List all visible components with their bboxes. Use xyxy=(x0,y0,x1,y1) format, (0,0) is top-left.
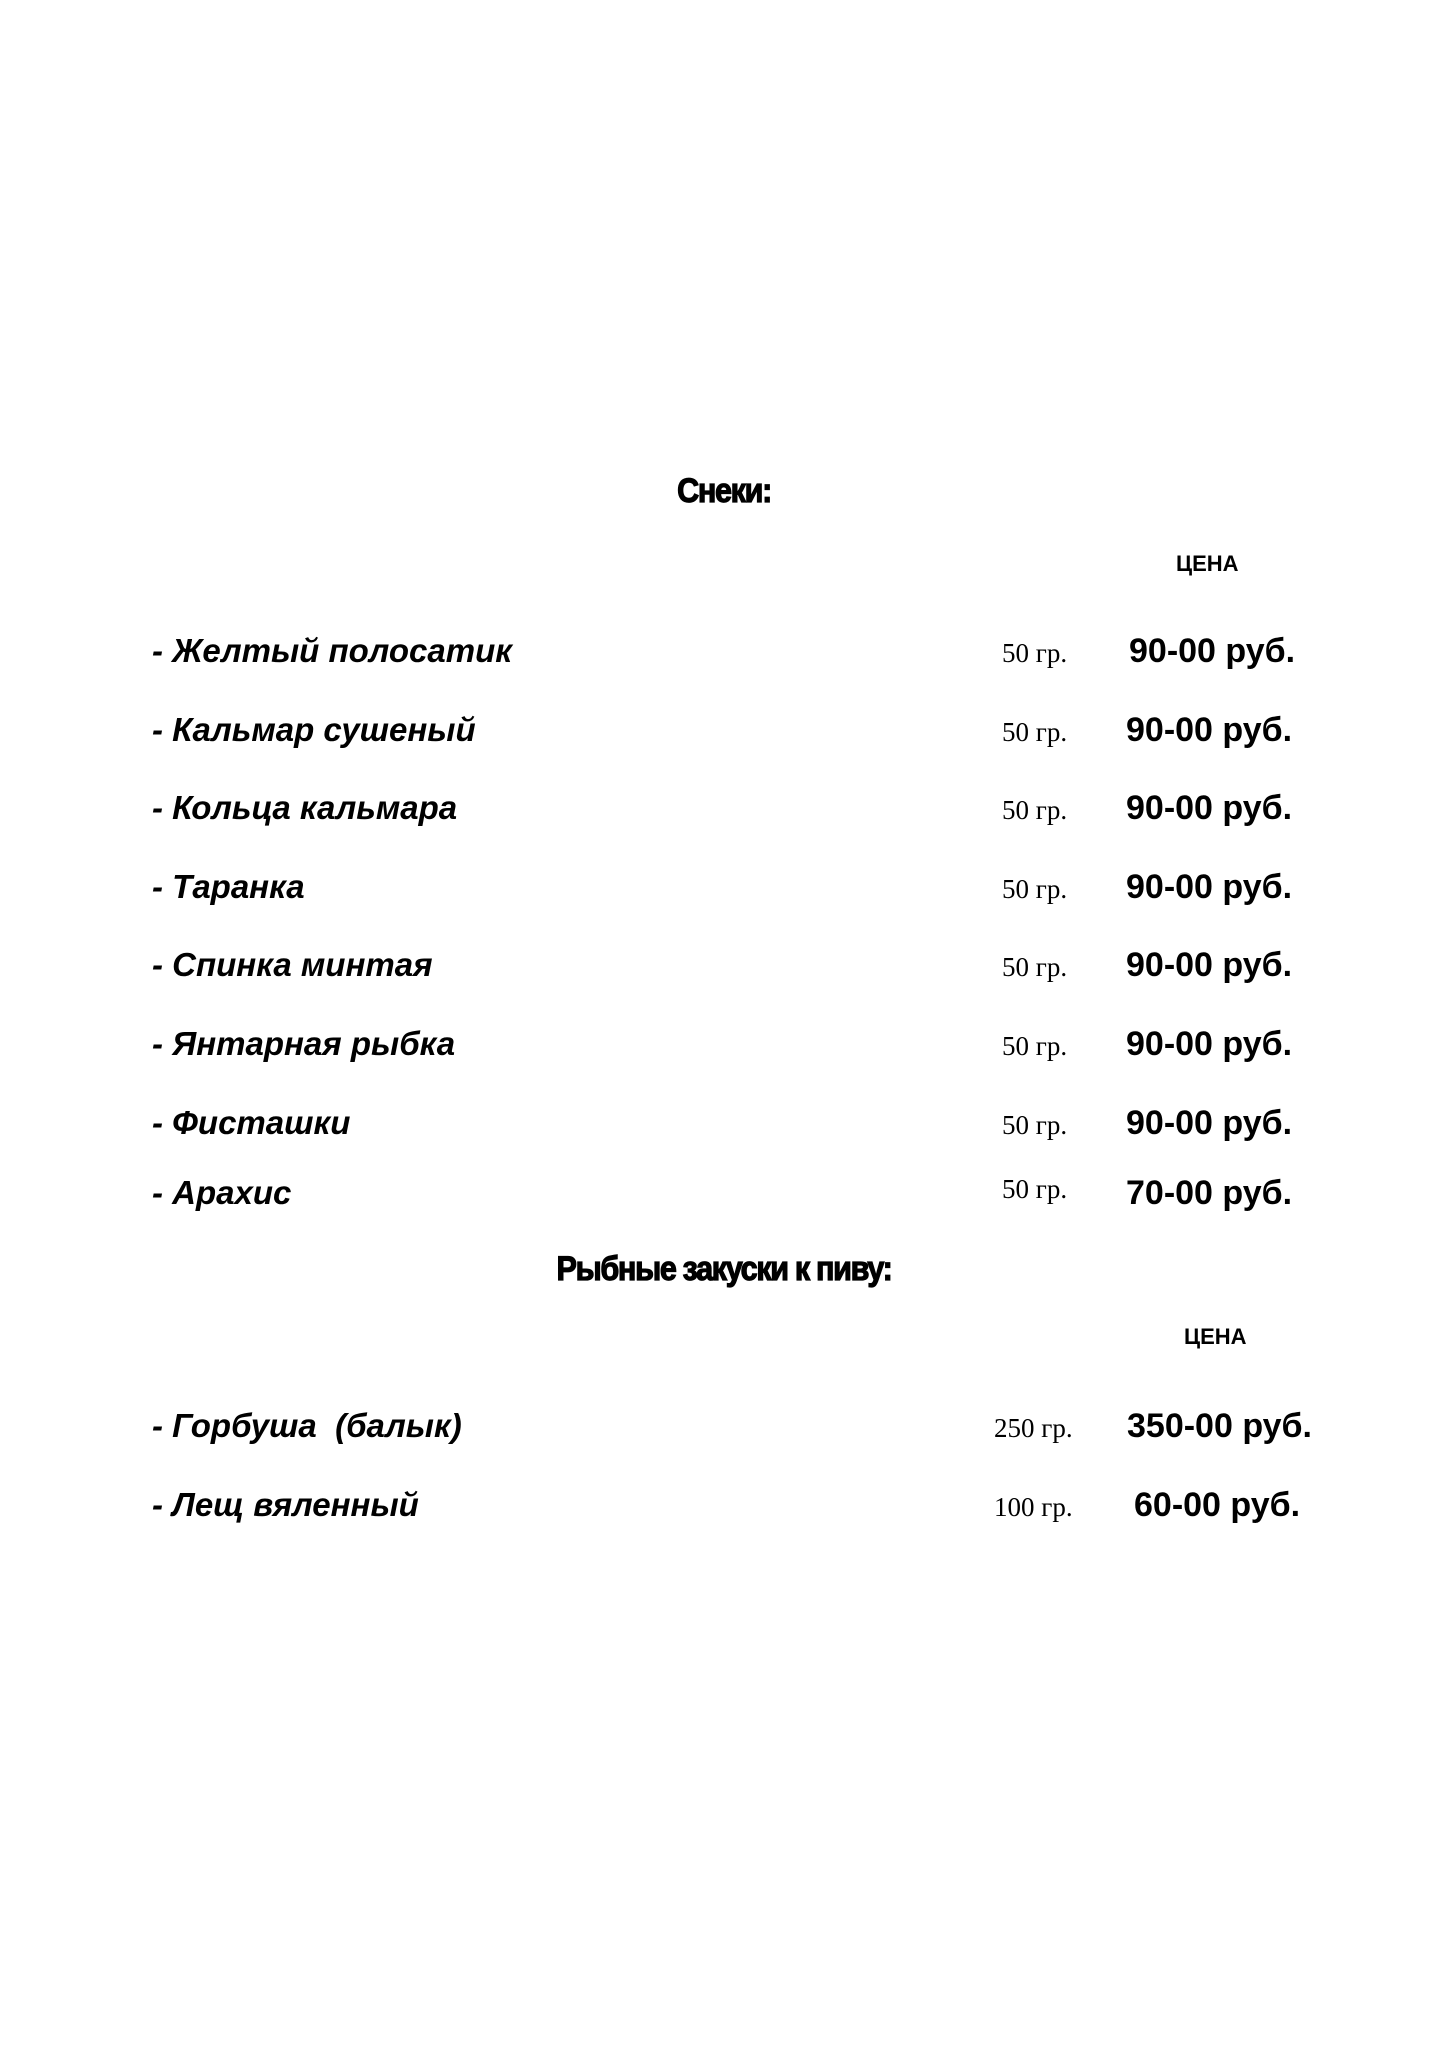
item-price: 90-00 руб. xyxy=(1126,711,1293,749)
item-price: 350-00 руб. xyxy=(1127,1407,1312,1445)
item-name: - Таранка xyxy=(152,868,305,905)
item-price: 90-00 руб. xyxy=(1126,946,1293,984)
item-price: 60-00 руб. xyxy=(1134,1486,1301,1524)
item-name: - Желтый полосатик xyxy=(152,632,512,669)
menu-item xyxy=(0,1486,1448,1530)
menu-item xyxy=(0,1174,1448,1218)
item-weight: 50 гр. xyxy=(1002,874,1068,904)
menu-item xyxy=(0,789,1448,833)
item-price: 90-00 руб. xyxy=(1129,632,1296,670)
item-name: - Фисташки xyxy=(152,1104,351,1141)
price-column-header: ЦЕНА xyxy=(1184,1324,1247,1349)
menu-item xyxy=(0,1025,1448,1069)
section-title-snacks: Снеки: xyxy=(677,472,771,510)
item-price: 70-00 руб. xyxy=(1126,1174,1293,1212)
item-weight: 50 гр. xyxy=(1002,1110,1068,1140)
item-name: - Арахис xyxy=(152,1174,292,1211)
item-weight: 50 гр. xyxy=(1002,1174,1068,1204)
item-weight: 250 гр. xyxy=(994,1413,1073,1443)
item-name: - Янтарная рыбка xyxy=(152,1025,456,1062)
price-column-header: ЦЕНА xyxy=(1176,551,1239,576)
item-name: - Спинка минтая xyxy=(152,946,433,983)
item-weight: 50 гр. xyxy=(1002,1031,1068,1061)
menu-item xyxy=(0,1407,1448,1451)
item-weight: 50 гр. xyxy=(1002,638,1068,668)
item-price: 90-00 руб. xyxy=(1126,868,1293,906)
menu-item xyxy=(0,711,1448,755)
menu-item xyxy=(0,946,1448,990)
item-name: - Кольца кальмара xyxy=(152,789,458,826)
item-price: 90-00 руб. xyxy=(1126,1025,1293,1063)
item-name: - Лещ вяленный xyxy=(152,1486,419,1523)
section-title-fish-snacks: Рыбные закуски к пиву: xyxy=(556,1250,892,1288)
item-weight: 100 гр. xyxy=(994,1492,1073,1522)
item-weight: 50 гр. xyxy=(1002,952,1068,982)
item-weight: 50 гр. xyxy=(1002,795,1068,825)
item-weight: 50 гр. xyxy=(1002,717,1068,747)
menu-item xyxy=(0,868,1448,912)
menu-item xyxy=(0,632,1448,676)
item-name: - Горбуша (балык) xyxy=(152,1407,462,1444)
item-price: 90-00 руб. xyxy=(1126,1104,1293,1142)
item-price: 90-00 руб. xyxy=(1126,789,1293,827)
item-name: - Кальмар сушеный xyxy=(152,711,476,748)
menu-item xyxy=(0,1104,1448,1148)
